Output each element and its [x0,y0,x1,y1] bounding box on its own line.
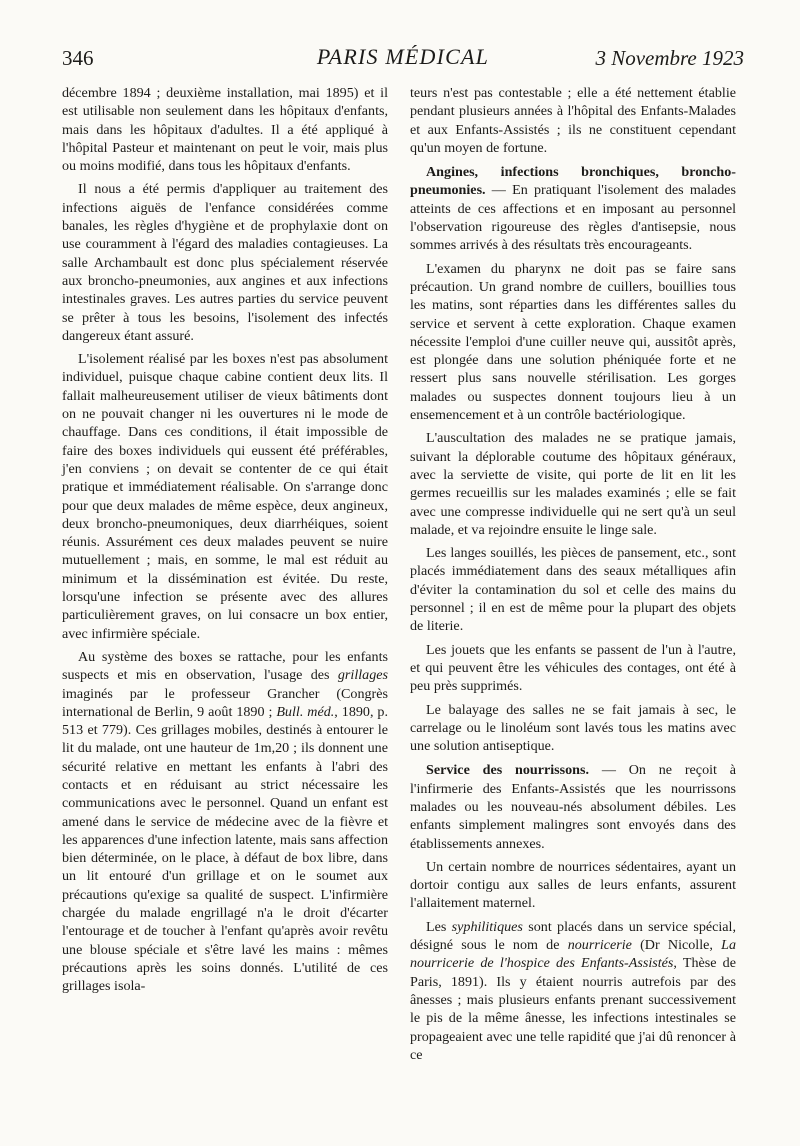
thesis-title: La nourricerie de l'hospice des Enfants-Assistés [410,937,736,972]
right-column [410,84,736,1064]
italic-term: nourricerie [567,937,632,954]
left-column [62,84,388,996]
citation-journal: Bull. méd. [276,703,335,720]
paragraph: L'isolement réalisé par les boxes n'est pas absolument individuel, puisque chaque cabine contient deux lits. Il fallait malheureusement utiliser de vieux bâtiments dont on ne pouvait changer ni les ouvertures ni le mode de chauffage. Dans ces conditions, il était impossible de faire des boxes individuels qui eussent été préférables, j'en conviens ; on devait se contenter de ce qui était pratique et immédiatement réalisable. On s'arrange donc pour que deux malades de même espèce, deux angineux, deux broncho-pneumoniques, deux diarrhéiques, soient réunis. Assurément ces deux malades peuvent se nuire mutuellement ; mais, en somme, le mal est réduit au minimum et la dissémination est évitée. Du reste, lorsqu'une infection se présente avec des allures particulièrement graves, on lui consacre un box entier, avec infirmière spéciale. [62,351,388,642]
paragraph: Les syphilitiques sont placés dans un service spécial, désigné sous le nom de nourricerie (Dr Nicolle, La nourricerie de l'hospice des Enfants-Assistés, Thèse de Paris, 1891). Ils y étaient nourris autrefois par des ânesses ; mais plusieurs enfants prenant successivement le pis de la même ânesse, les infections intestinales se propageaient avec une telle rapidité que j'ai dû renoncer à ce [410,918,736,1063]
paragraph: L'auscultation des malades ne se pratique jamais, suivant la déplorable coutume des hôpitaux généraux, avec la serviette de visite, qui porte de lit en lit les germes recueillis sur les malades examinés ; elle se fait avec une compresse individuelle qui ne sert qu'à un seul malade, et va rejoindre ensuite le linge sale. [410,430,736,538]
issue-date: 3 Novembre 1923 [595,46,744,70]
paragraph: teurs n'est pas contestable ; elle a été nettement établie pendant plusieurs années à l'hôpital des Enfants-Malades et aux Enfants-Assistés ; ils ne constituent cependant qu'un moyen de fortune. [410,85,736,156]
paragraph: Les langes souillés, les pièces de pansement, etc., sont placés immédiatement dans des seaux métalliques afin d'éviter la contamination du sol et celle des mains du personnel ; il en est de même pour la plupart des objets de literie. [410,545,736,635]
journal-title: PARIS MÉDICAL [316,44,490,69]
section-paragraph: Angines, infections bronchiques, broncho-pneumonies. — En pratiquant l'isolement des malades atteints de ces affections et en imposant au personnel l'observation rigoureuse des règles d'antisepsie, nous sommes arrivés à des résultats très encourageants. [410,164,736,254]
paragraph: Les jouets que les enfants se passent de l'un à l'autre, et qui peuvent être les véhicules des contages, ont été à peu près supprimés. [410,641,736,695]
paragraph: Un certain nombre de nourrices sédentaires, ayant un dortoir contigu aux salles de leurs enfants, assurent l'allaitement maternel. [410,858,736,912]
paragraph: décembre 1894 ; deuxième installation, mai 1895) et il est utilisable non seulement dans les hôpitaux d'enfants, mais dans les hôpitaux d'adultes. Il a été appliqué à l'hôpital Pasteur et maintenant on peut le voir, mais plus ou moins modifié, dans tous les hôpitaux d'enfants. [62,85,388,175]
italic-term: grillages [337,667,388,684]
page-number: 346 [62,46,94,70]
paragraph: Il nous a été permis d'appliquer au traitement des infections aiguës de l'enfance considérées comme banales, les règles d'hygiène et de prophylaxie dont on use couramment à l'égard des maladies contagieuses. La salle Archambault est donc plus spécialement réservée aux broncho-pneumonies, aux angines et aux infections intestinales graves. Les autres parties du service peuvent se prêter à tous les besoins, l'isolement des infectés dangereux étant assuré. [62,181,388,344]
italic-term: syphilitiques [451,918,523,935]
paragraph: Au système des boxes se rattache, pour les enfants suspects et mis en observation, l'usage des grillages imaginés par le professeur Grancher (Congrès international de Berlin, 9 août 1890 ; Bull. méd., 1890, p. 513 et 779). Ces grillages mobiles, destinés à entourer le lit du malade, ont une hauteur de 1m,20 ; ils donnent une sécurité relative en mettant les enfants à l'abri des contacts et en réduisant au strict nécessaire les communications avec le personnel. Quand un enfant est amené dans le service de médecine avec de la fièvre et les apparences d'une infection latente, mais sans affection bien déterminée, on le place, à défaut de box libre, dans un lit entouré d'un grillage et on le soumet aux précautions qu'exige sa qualité de suspect. L'infirmière chargée du malade engrillagé n'a le droit d'écarter l'entourage et de toucher à l'enfant qu'après avoir revêtu une blouse spéciale et s'être lavé les mains : mêmes précautions après les soins donnés. L'utilité de ces grillages isola- [62,648,388,995]
section-paragraph: Service des nourrissons. — On ne reçoit à l'infirmerie des Enfants-Assistés que les nourrissons malades ou les nouveau-nés absolument débiles. Les enfants simplement malingres sont envoyés dans des établissements annexes. [410,762,737,852]
paragraph: L'examen du pharynx ne doit pas se faire sans précaution. Un grand nombre de cuillers, bouillies tous les matins, sont réparties dans les différentes salles du service et servent à cette exploration. Chaque examen nécessite l'emploi d'une cuiller neuve qui, aussitôt après, est plongée dans une solution phéniquée forte et ne ressert plus sans nouvelle stérilisation. Les gorges malades ou suspectes donnent toujours lieu à un ensemencement et à un contrôle bactériologique. [410,260,736,424]
paragraph: Le balayage des salles ne se fait jamais à sec, le carrelage ou le linoléum sont lavés tous les matins avec une solution antiseptique. [410,701,736,755]
section-heading: Angines, infections bronchiques, broncho-pneumonies. [410,164,736,199]
running-header [62,44,744,74]
section-heading: Service des nourrissons. [426,762,590,779]
